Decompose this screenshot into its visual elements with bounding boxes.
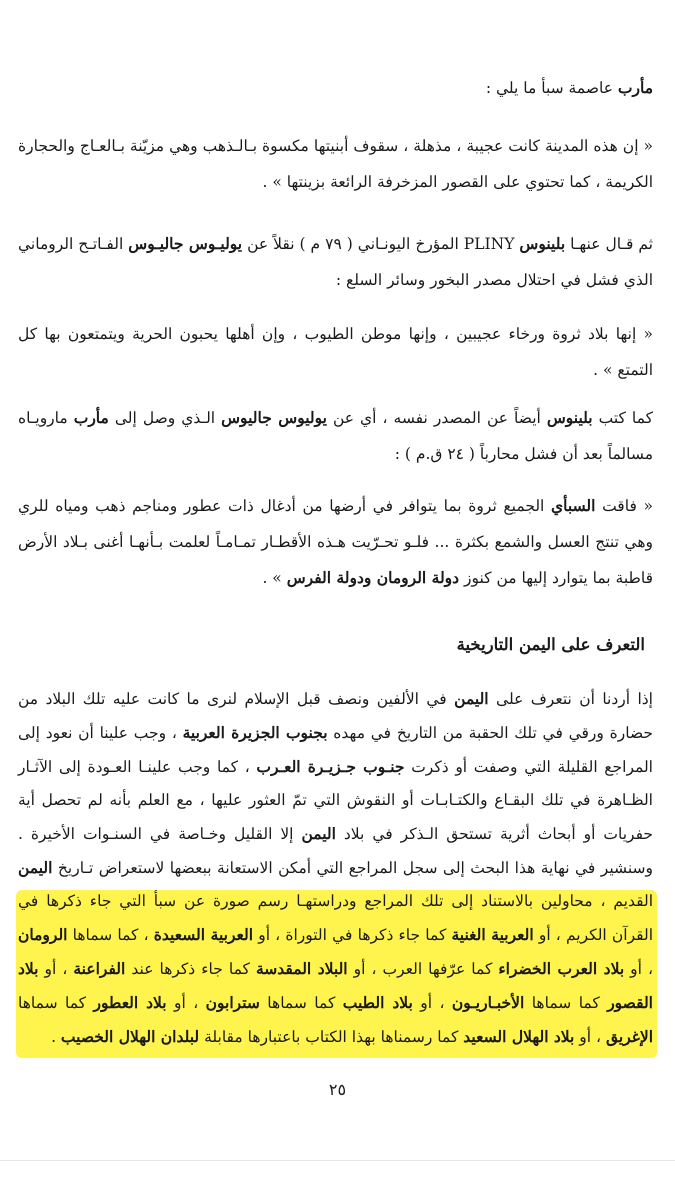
p6-text: كما سماها [259,994,343,1012]
section-title: التعرف على اليمن التاريخية [456,635,645,654]
p6-bold: بلاد الطيب [342,993,413,1012]
p6-text: كما عرّفها العرب ، أو [347,960,499,978]
p6-bold: الرومان [18,925,68,944]
p4-text: مارويـاه مسالماً بعد أن فشل محارباً ( ٢٤ ق.م ) : [18,409,653,463]
p4-bold-marib: مأرب [73,408,109,427]
p6-text: إذا أردنا أن نتعرف على [488,690,653,708]
p4-text: كما كتب [592,409,653,427]
p2-text: ثم قـال عنهـا [565,235,653,253]
p6-bold: سترابون [205,993,260,1012]
p6-bold: بلاد العرب الخضراء [498,959,625,978]
p6-text: ، كما سماها [67,926,154,944]
intro-line [18,70,653,106]
p2-text: PLINY المؤرخ اليونـاني ( ٧٩ م ) نقلاً عن [242,235,520,253]
intro-rest: عاصمة سبأ ما يلي : [485,79,618,97]
p6-bold: اليمن [301,824,336,843]
p6-text: إلا القليل وخـاصة في السنـوات الأخيرة . وسنشير في نهاية هذا البحث إلى سجل المراجع التي أمكن الاستعانة ببعضها لاستعراض تـاريخ [18,825,653,877]
p6-text: ، أو [166,994,206,1012]
p6-text: ، أو [38,960,74,978]
p2-text: الفـاتـح الروماني الذي فشل في احتلال مصدر البخور وسائر السلع : [18,235,653,289]
p5-text: » . [262,569,287,587]
p5-text: « فاقت [595,497,653,515]
p6-text: القديم ، محاولين بالاستناد إلى تلك المراجع ودراستهـا رسم صورة عن سبأ التي جاء ذكرها في القرآن الكريم ، أو [18,892,654,944]
p6-text: ، كما وجب علينـا العـودة إلى الآثـار الظـاهرة في تلك البقـاع والكتـابـات أو النقوش التي تمّ العثور عليها ، مع العلم بأنه لم تحصل أية حفريات أو أبحاث أثرية تستحق الـذكر في بلاد [18,758,653,843]
p6-bold: بلاد القصور [18,959,653,1012]
p6-text: كما رسمناها بهذا الكتاب باعتبارها مقابلة [199,1028,464,1046]
p6-bold: بلاد الهلال السعيد [463,1027,575,1046]
page-number: ٢٥ [328,1080,347,1099]
quote-paragraph-5 [18,488,653,596]
quote-1-text: « إن هذه المدينة كانت عجيبة ، مذهلة ، سقوف أبنيتها مكسوة بـالـذهب وهي مزيّنة بـالعـاج والحجارة الكريمة ، كما تحتوي على القصور المزخرفة الرائعة بزينتها » . [18,137,653,191]
p6-text: كما سماها [524,994,608,1012]
quote-paragraph-3 [18,316,653,388]
p4-text: الـذي وصل إلى [108,409,222,427]
p6-bold: العربية السعيدة [153,925,254,944]
p6-text: ، وجب علينا أن نعود إلى المراجع القليلة التي وصفت أو ذكرت [18,724,653,776]
p6-text: كما سماها [18,994,94,1012]
p4-bold-plinius: بلينوس [546,408,593,427]
p2-bold-plinius: بلينوس [519,234,566,253]
p6-bold: جنـوب جـزيـرة العـرب [256,757,405,776]
p6-text: في الألفين ونصف قبل الإسلام لنرى ما كانت عليه تلك البلاد من حضارة ورقي في تلك الحقبة من التاريخ في مهده [18,690,653,742]
p4-text: أيضاً عن المصدر نفسه ، أي عن [326,409,547,427]
p6-bold: الأخبـاريـون [451,993,525,1012]
p2-bold-julius: يوليـوس جاليـوس [128,234,243,253]
p6-text: ، أو [624,960,654,978]
p6-text: ، أو [412,994,452,1012]
p6-text: كما جاء ذكرها في التوراة ، أو [253,926,452,944]
p6-bold: بلاد العطور [93,993,167,1012]
p6-bold: الفراعنة [73,959,126,978]
p6-text: كما جاء ذكرها عند [125,960,256,978]
p6-text: ، أو [574,1028,606,1046]
page-bottom-divider [0,1160,675,1161]
p6-bold: بجنوب الجزيرة العربية [182,723,328,742]
paragraph-6 [18,682,653,1054]
quote-paragraph-1 [18,128,653,200]
p6-bold: العربية الغنية [451,925,534,944]
marib-label: مأرب [617,78,653,97]
p6-text: . [51,1028,61,1046]
p6-bold: اليمن [18,858,53,877]
p5-text: الجميع ثروة بما يتوافر في أرضها من أدغال ذات عطور ومناجم ذهب ومياه للري وهي تنتج العسل والشمع بكثرة ... فلـو تحـرّيت هـذه الأقطـار تمـامـاً لعلمت بـأنهـا أغنى بـلاد الأرض قاطبة بما يتوارد إليها من كنوز [18,497,653,587]
p6-bold: لبلدان الهلال الخصيب [60,1027,200,1046]
quote-3-text: « إنها بلاد ثروة ورخاء عجيبين ، وإنها موطن الطيوب ، وإن أهلها يحبون الحرية ويتمتعون بها كل التمتع » . [18,325,653,379]
p5-bold-sabaean: السبأي [551,496,596,515]
p4-bold-julius: يوليوس جاليوس [221,408,327,427]
paragraph-2 [18,226,653,298]
p6-bold: اليمن [454,689,489,708]
p6-bold: الإغريق [605,1027,653,1046]
paragraph-4 [18,400,653,472]
p6-bold: البلاد المقدسة [255,959,348,978]
p5-bold-empires: دولة الرومان ودولة الفرس [286,568,460,587]
